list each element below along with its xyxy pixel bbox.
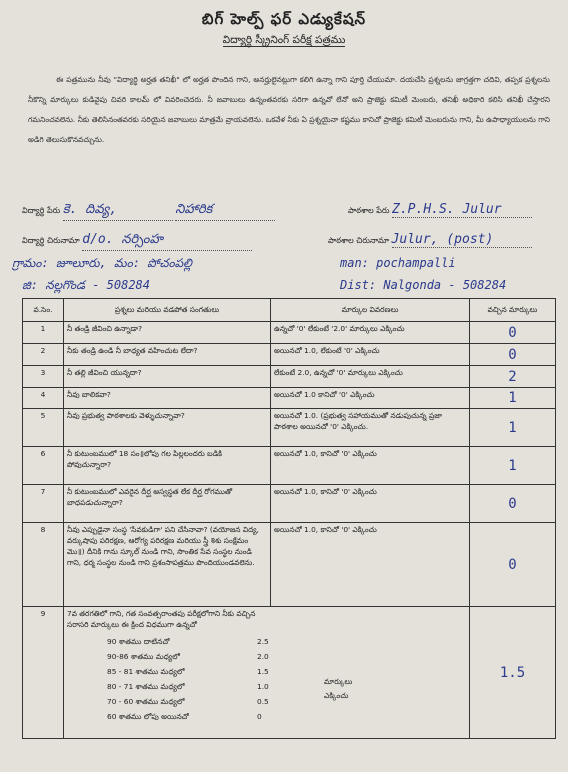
row-question: నీ కుటుంబములో ఎవరైన దీర్ఘ అస్వస్థత లేక దీర్ఘ రోగముతో బాధపడుచున్నారా?: [64, 485, 271, 523]
row-marks-rule: అయినచో 1.0. (ప్రభుత్వ సహాయముతో నడుపుచున్న ప్రజా పాఠశాల అయినచో '0' ఎక్కించు.: [271, 409, 470, 447]
grade-label: 70 - 60 శాతము మధ్యలో: [107, 697, 185, 706]
row-marks-rule: లేకుంటే 2.0, ఉన్నచో '0' మార్కులు ఎక్కించు: [271, 366, 470, 388]
school-name-value: Z.P.H.S. Julur: [392, 202, 532, 218]
row-score: 1: [470, 409, 556, 447]
table-row: [23, 607, 556, 739]
row-score: 0: [470, 485, 556, 523]
table-row: [23, 523, 556, 607]
student-address-label: విద్యార్థి చిరునామా: [22, 236, 80, 245]
grade-label: 90 శాతము దాటినచో: [107, 637, 170, 646]
row-question-grades: [64, 607, 470, 739]
school-name-label: పాఠశాల పేరు: [348, 206, 390, 215]
school-address-label: పాఠశాల చిరునామా: [328, 236, 389, 245]
student-address-value: d/o. నర్సింహ: [82, 232, 252, 251]
org-title: బిగ్ హెల్ప్ ఫర్ ఎడ్యుకేషన్: [201, 10, 367, 28]
row-marks-rule: అయినచో 1.0 కానిచో '0' ఎక్కించు: [271, 388, 470, 409]
row-marks-rule: అయినచో 1.0, కానిచో '0' ఎక్కించు: [271, 523, 470, 607]
grade-label: 85 - 81 శాతము మధ్యలో: [107, 667, 185, 676]
table-row: [23, 485, 556, 523]
instructions-paragraph: ఈ పత్రమును నీవు "విద్యార్థి అర్హత తనిఖీ" లో అర్హత పొందిన గాని, అనర్హులైనట్లుగా కలిగి ఉన్నా గాని పూర్తి చేయుమా. దయచేసి ప్రశ్నలను జాగ్రత్తగా చదివి, తప్పక ప్రశ్నలను నీకొన్ని మార్కులు కుడివైపు చివరి కాలమ్ లో వివరించెదరు. నీ జవాబులు ఉన్నంతవరకు సరిగా ఉన్నవో లేనో అని ప్రాజెక్టు కమిటీ మెంబరు, తనిఖీ అధికారి కలిసి తనిఖీ చేస్తారని గమనించవలెను. నీకు తెలిసినంతవరకు సరియైన జవాబులు మాత్రమే వ్రాయవలెను. ఒకవేళ నీకు ఏ ప్రశ్నయైనా కష్టము కానిచో ప్రాజెక్టు కమిటీ మెంబరును గాని, మీ ఉపాధ్యాయులను గాని అడిగి తెలుసుకొనవచ్చును.: [28, 75, 550, 144]
table-row: [23, 447, 556, 485]
table-row: [23, 388, 556, 409]
row-question: నీవు ప్రభుత్వ పాఠశాలకు వెళ్ళుచున్నావా?: [64, 409, 271, 447]
row-number: 5: [23, 409, 64, 447]
school-address-field: [328, 232, 532, 248]
school-address-value: Julur, (post): [392, 232, 532, 248]
grade-points: 1.5: [257, 667, 269, 676]
row-marks-rule: ఉన్నచో '0' లేకుంటే '2.0' మార్కులు ఎక్కించు: [271, 322, 470, 344]
grade-label: 90-86 శాతము మధ్యలో: [107, 652, 180, 661]
col-header-score: వచ్చిన మార్కులు: [470, 299, 556, 322]
row-question: నీకు తండ్రి ఉండి నీ బాధ్యత వహించుట లేదా?: [64, 344, 271, 366]
row-number: 4: [23, 388, 64, 409]
row-marks-rule: అయినచో 1.0, కానిచో '0' ఎక్కించు: [271, 485, 470, 523]
grade-points: 2.5: [257, 637, 269, 646]
grade-points: 1.0: [257, 682, 269, 691]
table-row: [23, 366, 556, 388]
row-score: 2: [470, 366, 556, 388]
row-score: 1: [470, 388, 556, 409]
row-question: నీ తండ్రి జీవించి ఉన్నాడా?: [64, 322, 271, 344]
row-number: 8: [23, 523, 64, 607]
row-score: 0: [470, 523, 556, 607]
row-question: నీ కుటుంబములో 18 సం॥లోపు గల పిల్లలందరు బడికి పోవుచున్నారా?: [64, 447, 271, 485]
student-name-label: విద్యార్థి పేరు: [22, 206, 61, 215]
mandal-line: man: pochampalli: [340, 256, 456, 270]
school-name-field: [348, 202, 532, 218]
row-score: 1: [470, 447, 556, 485]
col-header-marks: మార్కుల వివరణలు: [271, 299, 470, 322]
student-name-value: కె. దివ్య,: [63, 202, 173, 221]
grade-points: 0.5: [257, 697, 269, 706]
row-score: 0: [470, 322, 556, 344]
row-score: 1.5: [470, 607, 556, 739]
row-score: 0: [470, 344, 556, 366]
grade-list: [107, 637, 466, 723]
form-subtitle: విద్యార్థి స్క్రీనింగ్ పరీక్ష పత్రము: [222, 34, 346, 46]
student-name-field: [22, 202, 275, 221]
row-question: 7వ తరగతిలో గాని, గత సంవత్సరాంతపు పరీక్షలోగాని నీకు వచ్చిన సరాసరి మార్కులు ఈ క్రింద విధముగా ఉన్నచో: [67, 609, 256, 629]
grade-points: 0: [257, 712, 262, 721]
row-number: 1: [23, 322, 64, 344]
col-header-question: ప్రశ్నలు మరియు వడపోత సంగతులు: [64, 299, 271, 322]
row-number: 6: [23, 447, 64, 485]
col-header-no: వ.సెం.: [23, 299, 64, 322]
row-number: 3: [23, 366, 64, 388]
grades-note: మార్కులు ఎక్కించు: [324, 677, 353, 700]
table-row: [23, 409, 556, 447]
grade-label: 80 - 71 శాతము మధ్యలో: [107, 682, 185, 691]
grade-points: 2.0: [257, 652, 269, 661]
district-value: Dist: Nalgonda - 508284: [340, 278, 507, 292]
grade-label: 60 శాతము లోపు అయినచో: [107, 712, 189, 721]
table-header-row: [23, 299, 556, 322]
row-question: నీ తల్లి జీవించి యున్నదా?: [64, 366, 271, 388]
screening-table: [22, 298, 556, 739]
row-marks-rule: అయినచో 1.0, లేకుంటే '0' ఎక్కించు: [271, 344, 470, 366]
row-question: నీవు బాలికవా?: [64, 388, 271, 409]
row-number: 7: [23, 485, 64, 523]
row-number: 9: [23, 607, 64, 739]
table-row: [23, 344, 556, 366]
row-marks-rule: అయినచో 1.0, కానిచో '0' ఎక్కించు: [271, 447, 470, 485]
village-line: గ్రామం: జూలూరు, మం: పోచంపల్లి: [12, 256, 192, 270]
row-number: 2: [23, 344, 64, 366]
district-line: జి: నల్లగొండ - 508284: [22, 278, 150, 292]
row-question: నీవు ఎప్పుడైనా సంస్థ 'సేవకుడిగా' పని చేసినావా? (వయోజన విద్య, వర్కుషాపు పరిరక్షణ, ఆరోగ్య పరిరక్షణ మరియు స్త్రీ శిశు సంక్షేమం మొ॥) దీనికి గాను స్కూల్ నుండి గాని, సొంతిక సేవ సంస్థల నుండి గాని, ధర్మ సంస్థల నుండి గాని ప్రశంసాపత్రము పొందియుండవలెను.: [64, 523, 271, 607]
table-row: [23, 322, 556, 344]
student-address-field: [22, 232, 252, 251]
student-name-value-2: నిహారిక: [175, 202, 275, 221]
